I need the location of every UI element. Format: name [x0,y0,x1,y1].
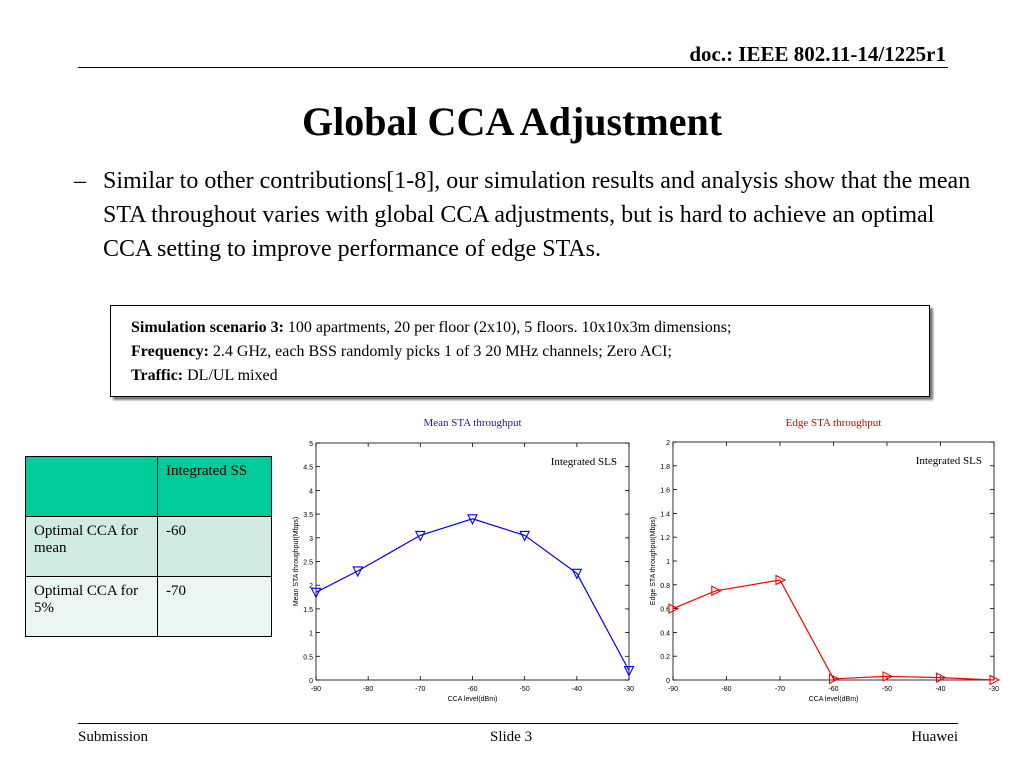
chart-svg [642,410,1002,710]
header-divider [78,67,948,68]
table-cell: Optimal CCA for mean [26,517,158,577]
table-cell: -70 [158,577,272,637]
y-tick-label: 4.5 [303,464,313,472]
y-tick-label: 1.6 [660,487,670,495]
legend-label: Integrated SLS [915,455,982,467]
chart-title: Edge STA throughput [785,417,882,429]
table-header-row [26,457,272,517]
y-axis-label: Mean STA throughput(Mbps) [293,516,300,607]
frequency-line [131,340,919,364]
y-tick-label: 1 [309,630,313,638]
table-row [26,517,272,577]
x-tick-label: -40 [571,686,582,693]
table-header-cell [26,457,158,517]
x-tick-label: -90 [667,686,679,693]
cca-table [25,456,272,637]
x-tick-label: -30 [988,686,1000,693]
y-tick-label: 0.6 [660,606,670,614]
footer-left: Submission [78,729,149,745]
table-cell: -60 [158,517,272,577]
footer-divider [78,723,958,724]
bullet-text: Similar to other contributions[1-8], our simulation results and analysis show that the mean STA throughout varies with global CCA adjustments, but is hard to achieve an optimal CCA setting to improve performance of edge STAs. [103,168,971,262]
y-tick-label: 1.5 [303,606,313,614]
traffic-line [131,364,919,388]
scenario-line [131,316,919,340]
footer-center: Slide 3 [490,729,533,745]
plot-area [316,443,629,680]
x-tick-label: -70 [774,686,786,693]
y-tick-label: 2.5 [303,559,313,567]
footer-right: Huawei [911,729,958,745]
y-tick-label: 0.2 [660,654,670,662]
y-tick-label: 2 [309,583,313,591]
y-tick-label: 0.8 [660,582,670,590]
y-tick-label: 0.5 [303,654,313,662]
y-tick-label: 0.4 [660,630,670,638]
plot-area [673,442,994,680]
table-header-cell: Integrated SS [158,457,272,517]
y-tick-label: 1.2 [660,535,670,543]
y-tick-label: 5 [309,441,313,448]
x-tick-label: -40 [935,686,946,693]
bullet-dash: – [74,168,86,194]
x-tick-label: -80 [721,686,732,693]
x-tick-label: -80 [363,686,374,693]
scenario-box [110,305,930,397]
x-tick-label: -60 [828,686,839,693]
frequency-label: Frequency: [131,343,209,360]
y-tick-label: 3 [309,535,313,543]
x-tick-label: -90 [310,686,322,693]
y-tick-label: 1.8 [660,463,670,471]
y-tick-label: 2 [666,440,670,447]
x-tick-label: -50 [519,686,530,693]
table-row [26,577,272,637]
slide-title: Global CCA Adjustment [301,99,723,144]
mean-throughput-chart [282,410,642,710]
scenario-label: Simulation scenario 3: [131,319,284,336]
legend-label: Integrated SLS [550,456,617,468]
x-axis-label: CCA level(dBm) [447,696,498,703]
chart-title: Mean STA throughput [423,417,522,429]
y-tick-label: 1 [666,559,670,566]
chart-svg [282,410,642,710]
scenario-text: 100 apartments, 20 per floor (2x10), 5 floors. 10x10x3m dimensions; [283,319,732,336]
traffic-label: Traffic: [131,367,184,384]
traffic-text: DL/UL mixed [183,367,278,384]
edge-throughput-chart [642,410,1002,710]
y-tick-label: 1.4 [660,511,670,519]
y-tick-label: 0 [309,678,313,685]
y-tick-label: 4 [309,488,313,496]
doc-id: doc.: IEEE 802.11-14/1225r1 [689,42,946,66]
x-tick-label: -30 [623,686,635,693]
x-tick-label: -60 [467,686,478,693]
table-cell: Optimal CCA for 5% [26,577,158,637]
y-tick-label: 3.5 [303,512,313,520]
y-axis-label: Edge STA throughput(Mbps) [650,516,657,606]
frequency-text: 2.4 GHz, each BSS randomly picks 1 of 3 20 MHz channels; Zero ACI; [208,343,672,360]
y-tick-label: 0 [666,678,670,685]
x-tick-label: -50 [881,686,893,693]
x-axis-label: CCA level(dBm) [808,696,859,703]
x-tick-label: -70 [415,686,426,693]
